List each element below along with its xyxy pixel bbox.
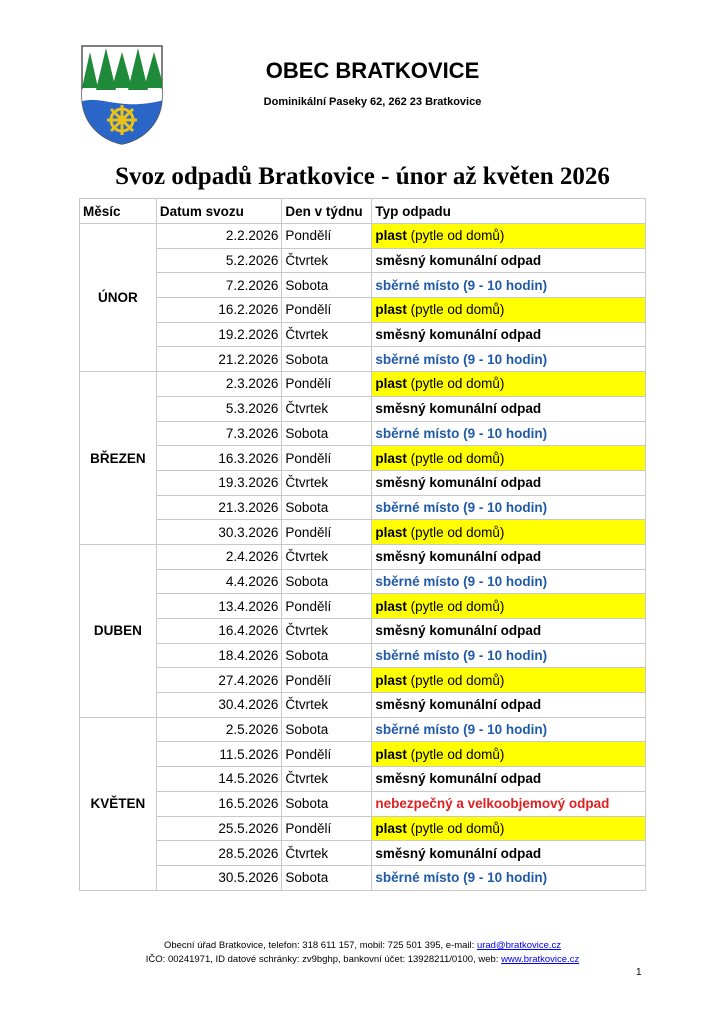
waste-type-cell <box>372 544 646 569</box>
table-row <box>80 446 646 471</box>
weekday-cell: Čtvrtek <box>282 470 372 495</box>
weekday-cell: Pondělí <box>282 668 372 693</box>
table-row <box>80 865 646 890</box>
waste-type-cell <box>372 594 646 619</box>
date-cell: 16.2.2026 <box>156 298 282 323</box>
waste-type-note: (pytle od domů) <box>406 746 505 762</box>
waste-type-cell <box>372 791 646 816</box>
waste-type-main: směsný komunální odpad <box>375 845 542 861</box>
waste-type-main: sběrné místo (9 - 10 hodin) <box>375 351 548 367</box>
org-address: Dominikální Paseky 62, 262 23 Bratkovice <box>263 96 482 108</box>
waste-type-cell <box>372 668 646 693</box>
waste-type-cell <box>372 693 646 718</box>
waste-type-cell <box>372 421 646 446</box>
waste-type-main: plast <box>375 302 407 318</box>
waste-type-cell <box>372 298 646 323</box>
waste-type-main: plast <box>375 672 407 688</box>
weekday-cell: Sobota <box>282 865 372 890</box>
table-row <box>80 767 646 792</box>
weekday-cell: Čtvrtek <box>282 693 372 718</box>
waste-type-cell <box>372 717 646 742</box>
waste-type-main: plast <box>375 598 407 614</box>
date-cell: 4.4.2026 <box>156 569 282 594</box>
waste-type-cell <box>372 446 646 471</box>
weekday-cell: Čtvrtek <box>282 322 372 347</box>
table-row <box>80 322 646 347</box>
table-row <box>80 470 646 495</box>
coat-of-arms <box>80 44 164 146</box>
date-cell: 16.3.2026 <box>156 446 282 471</box>
table-row <box>80 248 646 273</box>
waste-type-main: sběrné místo (9 - 10 hodin) <box>375 722 548 738</box>
waste-type-main: plast <box>375 524 407 540</box>
weekday-cell: Čtvrtek <box>282 841 372 866</box>
weekday-cell: Pondělí <box>282 816 372 841</box>
month-cell: ÚNOR <box>80 224 157 372</box>
footer-contact: Obecní úřad Bratkovice, telefon: 318 611 157, mobil: 725 501 395, e-mail: <box>163 940 477 951</box>
month-cell: BŘEZEN <box>80 372 157 545</box>
table-row <box>80 396 646 421</box>
date-cell: 30.3.2026 <box>156 520 282 545</box>
table-row <box>80 619 646 644</box>
date-cell: 5.2.2026 <box>156 248 282 273</box>
waste-type-note: (pytle od domů) <box>406 376 505 392</box>
waste-type-main: směsný komunální odpad <box>375 771 542 787</box>
waste-type-cell <box>372 347 646 372</box>
waste-type-note: (pytle od domů) <box>406 820 505 836</box>
table-row <box>80 668 646 693</box>
date-cell: 28.5.2026 <box>156 841 282 866</box>
weekday-cell: Sobota <box>282 347 372 372</box>
waste-type-note: (pytle od domů) <box>406 598 505 614</box>
waste-type-note: (pytle od domů) <box>406 450 505 466</box>
waste-type-main: směsný komunální odpad <box>375 697 542 713</box>
weekday-cell: Pondělí <box>282 446 372 471</box>
waste-type-cell <box>372 619 646 644</box>
footer-email-link[interactable]: urad@bratkovice.cz <box>476 940 562 951</box>
date-cell: 14.5.2026 <box>156 767 282 792</box>
table-row <box>80 742 646 767</box>
waste-type-main: plast <box>375 820 407 836</box>
waste-type-cell <box>372 273 646 298</box>
date-cell: 30.5.2026 <box>156 865 282 890</box>
table-row <box>80 372 646 397</box>
waste-type-cell <box>372 372 646 397</box>
table-row <box>80 421 646 446</box>
waste-type-main: plast <box>375 228 407 244</box>
date-cell: 16.4.2026 <box>156 619 282 644</box>
schedule-body <box>80 224 646 891</box>
date-cell: 16.5.2026 <box>156 791 282 816</box>
weekday-cell: Sobota <box>282 717 372 742</box>
date-cell: 27.4.2026 <box>156 668 282 693</box>
table-row <box>80 298 646 323</box>
table-header-row <box>80 199 646 224</box>
footer-registry: IČO: 00241971, ID datové schránky: zv9bghp, bankovní účet: 13928211/0100, web: <box>145 954 502 965</box>
footer-line-1 <box>0 940 725 951</box>
date-cell: 11.5.2026 <box>156 742 282 767</box>
date-cell: 2.3.2026 <box>156 372 282 397</box>
waste-type-note: (pytle od domů) <box>406 302 505 318</box>
weekday-cell: Sobota <box>282 495 372 520</box>
date-cell: 25.5.2026 <box>156 816 282 841</box>
weekday-cell: Pondělí <box>282 298 372 323</box>
waste-type-main: plast <box>375 376 407 392</box>
waste-type-cell <box>372 865 646 890</box>
waste-type-note: (pytle od domů) <box>406 524 505 540</box>
date-cell: 19.2.2026 <box>156 322 282 347</box>
waste-type-cell <box>372 470 646 495</box>
table-row <box>80 816 646 841</box>
table-row <box>80 544 646 569</box>
waste-type-main: směsný komunální odpad <box>375 623 542 639</box>
waste-type-cell <box>372 495 646 520</box>
schedule-table <box>79 198 646 891</box>
table-row <box>80 693 646 718</box>
waste-type-main: směsný komunální odpad <box>375 253 542 269</box>
weekday-cell: Pondělí <box>282 372 372 397</box>
weekday-cell: Sobota <box>282 569 372 594</box>
table-row <box>80 841 646 866</box>
weekday-cell: Pondělí <box>282 224 372 249</box>
waste-type-cell <box>372 742 646 767</box>
footer-web-link[interactable]: www.bratkovice.cz <box>501 954 580 965</box>
waste-type-note: (pytle od domů) <box>406 228 505 244</box>
table-row <box>80 569 646 594</box>
date-cell: 13.4.2026 <box>156 594 282 619</box>
waste-type-cell <box>372 224 646 249</box>
waste-type-main: směsný komunální odpad <box>375 401 542 417</box>
weekday-cell: Čtvrtek <box>282 248 372 273</box>
waste-type-cell <box>372 643 646 668</box>
weekday-cell: Pondělí <box>282 520 372 545</box>
table-row <box>80 594 646 619</box>
waste-type-main: sběrné místo (9 - 10 hodin) <box>375 870 548 886</box>
table-row <box>80 520 646 545</box>
waste-type-main: nebezpečný a velkoobjemový odpad <box>375 796 610 812</box>
weekday-cell: Pondělí <box>282 742 372 767</box>
waste-type-main: směsný komunální odpad <box>375 475 542 491</box>
weekday-cell: Čtvrtek <box>282 767 372 792</box>
column-header-type: Typ odpadu <box>372 199 646 224</box>
waste-type-main: sběrné místo (9 - 10 hodin) <box>375 648 548 664</box>
table-row <box>80 224 646 249</box>
month-cell: KVĚTEN <box>80 717 157 890</box>
weekday-cell: Čtvrtek <box>282 396 372 421</box>
waste-type-main: plast <box>375 746 407 762</box>
table-row <box>80 717 646 742</box>
waste-type-cell <box>372 248 646 273</box>
column-header-month: Měsíc <box>80 199 157 224</box>
date-cell: 30.4.2026 <box>156 693 282 718</box>
waste-type-cell <box>372 520 646 545</box>
month-cell: DUBEN <box>80 544 157 717</box>
weekday-cell: Sobota <box>282 273 372 298</box>
date-cell: 2.5.2026 <box>156 717 282 742</box>
weekday-cell: Sobota <box>282 643 372 668</box>
document-title: Svoz odpadů Bratkovice - únor až květen 2026 <box>115 163 610 190</box>
waste-type-cell <box>372 841 646 866</box>
column-header-date: Datum svozu <box>156 199 282 224</box>
waste-type-main: sběrné místo (9 - 10 hodin) <box>375 573 548 589</box>
waste-type-note: (pytle od domů) <box>406 672 505 688</box>
waste-type-cell <box>372 569 646 594</box>
waste-type-cell <box>372 396 646 421</box>
date-cell: 7.3.2026 <box>156 421 282 446</box>
org-name: OBEC BRATKOVICE <box>265 58 480 83</box>
weekday-cell: Sobota <box>282 791 372 816</box>
date-cell: 19.3.2026 <box>156 470 282 495</box>
date-cell: 2.4.2026 <box>156 544 282 569</box>
waste-type-main: plast <box>375 450 407 466</box>
weekday-cell: Čtvrtek <box>282 544 372 569</box>
waste-type-main: sběrné místo (9 - 10 hodin) <box>375 499 548 515</box>
table-row <box>80 791 646 816</box>
date-cell: 2.2.2026 <box>156 224 282 249</box>
column-header-day: Den v týdnu <box>282 199 372 224</box>
footer-line-2 <box>0 954 725 965</box>
table-row <box>80 495 646 520</box>
waste-type-cell <box>372 767 646 792</box>
weekday-cell: Čtvrtek <box>282 619 372 644</box>
table-row <box>80 643 646 668</box>
date-cell: 5.3.2026 <box>156 396 282 421</box>
waste-type-main: směsný komunální odpad <box>375 549 542 565</box>
waste-type-main: sběrné místo (9 - 10 hodin) <box>375 277 548 293</box>
waste-type-main: sběrné místo (9 - 10 hodin) <box>375 425 548 441</box>
waste-type-cell <box>372 816 646 841</box>
date-cell: 7.2.2026 <box>156 273 282 298</box>
weekday-cell: Pondělí <box>282 594 372 619</box>
table-row <box>80 347 646 372</box>
table-row <box>80 273 646 298</box>
weekday-cell: Sobota <box>282 421 372 446</box>
waste-type-main: směsný komunální odpad <box>375 327 542 343</box>
date-cell: 21.2.2026 <box>156 347 282 372</box>
page-number: 1 <box>636 967 642 978</box>
date-cell: 21.3.2026 <box>156 495 282 520</box>
waste-type-cell <box>372 322 646 347</box>
date-cell: 18.4.2026 <box>156 643 282 668</box>
